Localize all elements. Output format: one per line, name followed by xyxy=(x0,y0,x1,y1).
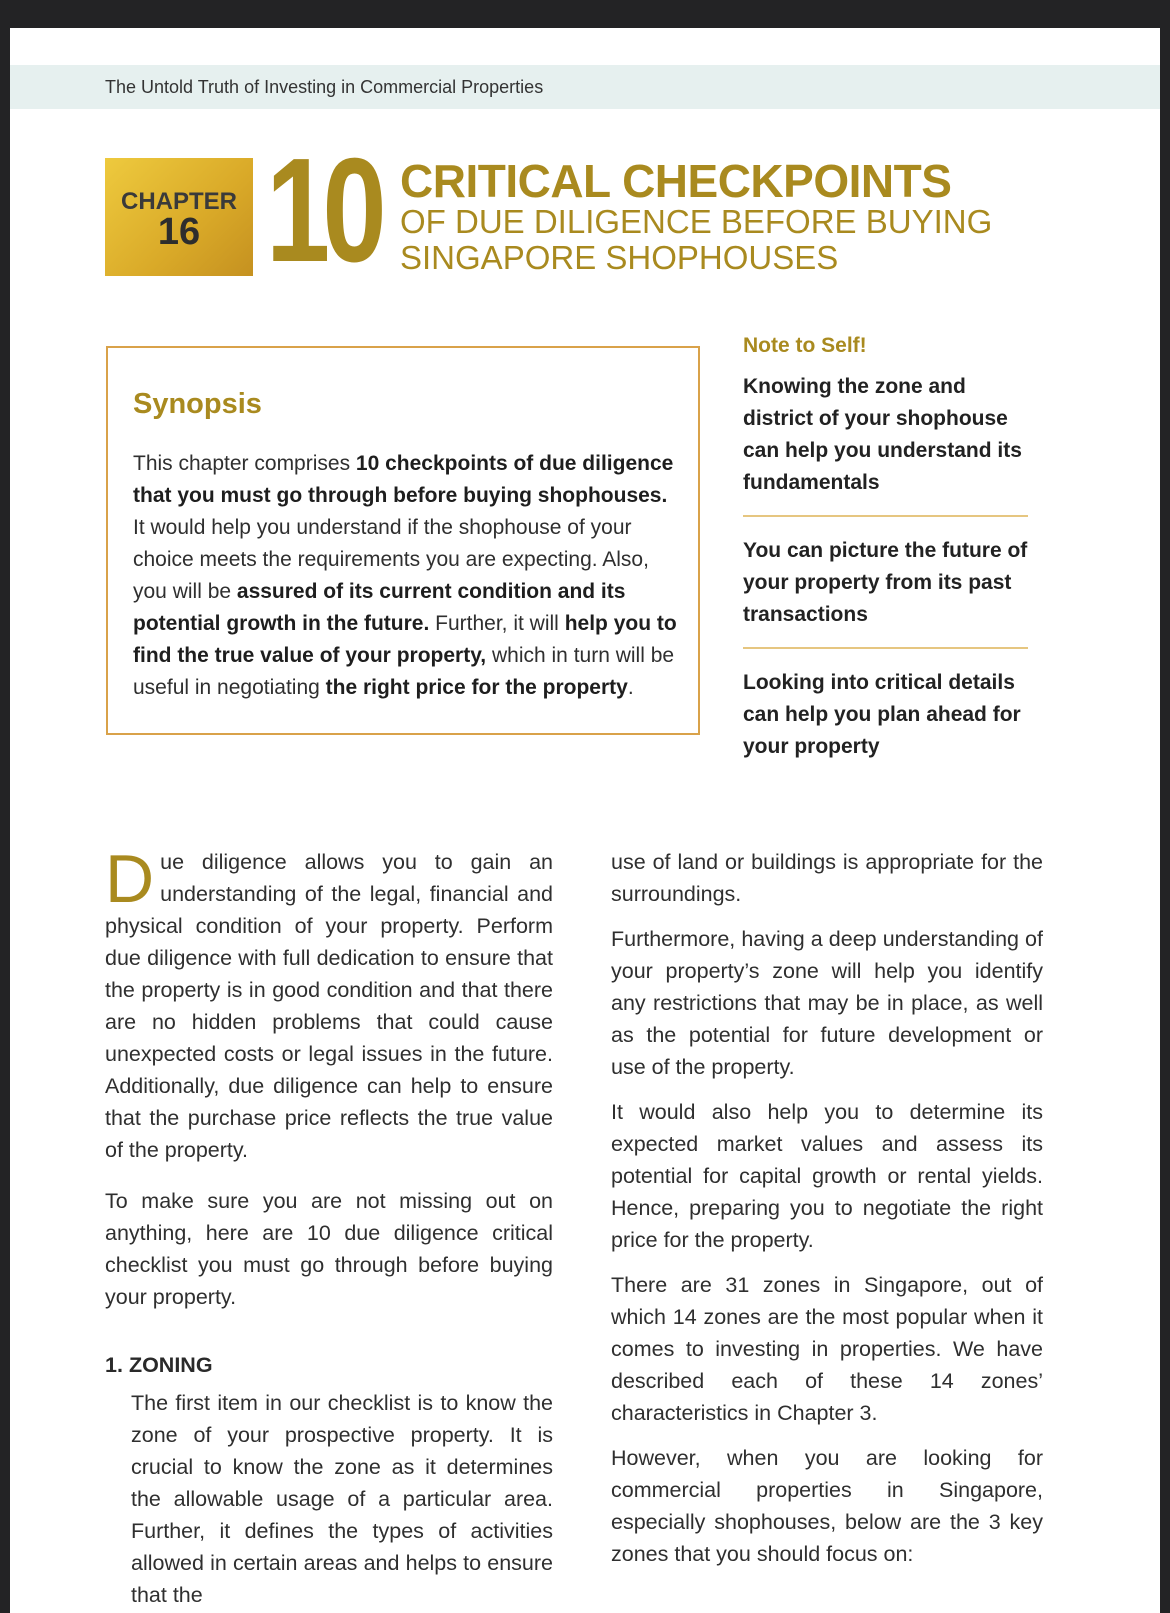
section-number: 1. xyxy=(105,1353,123,1377)
synopsis-box xyxy=(106,346,700,735)
synopsis-heading: Synopsis xyxy=(133,388,262,420)
note-divider xyxy=(743,647,1028,649)
note-item: You can picture the future of your property from its past transactions xyxy=(743,539,1028,626)
synopsis-text-part: It would help you understand if the shophouse of your choice meets the requirements you are expecting. Also, you will be xyxy=(133,516,649,603)
title-number: 10 xyxy=(266,128,379,293)
synopsis-text-part: Further, it will xyxy=(429,612,565,635)
chapter-label: CHAPTER xyxy=(120,188,237,215)
body-paragraph: The first item in our checklist is to know the zone of your prospective property. It is crucial to know the zone as it determines the allowable usage of a particular area. Further, it defines the types of activities allowed in certain areas and helps to ensure that the xyxy=(131,1391,553,1607)
body-paragraph: use of land or buildings is appropriate for the surroundings. xyxy=(611,850,1043,906)
note-item: Looking into critical details can help you plan ahead for your property xyxy=(743,671,1021,758)
running-header xyxy=(10,65,1160,109)
note-to-self-panel xyxy=(743,333,1028,763)
synopsis-text-part: This chapter comprises xyxy=(133,452,356,475)
document-page xyxy=(10,28,1160,1613)
body-column-left xyxy=(105,841,553,1613)
body-paragraph: There are 31 zones in Singapore, out of which 14 zones are the most popular when it comes to investing in properties. We have described each of these 14 zones’ characteristics in Chapter 3. xyxy=(611,1273,1043,1425)
synopsis-text xyxy=(133,448,683,704)
body-paragraph xyxy=(105,841,553,1166)
title-subtitle-line1: OF DUE DILIGENCE BEFORE BUYING xyxy=(400,203,993,240)
synopsis-bold-part: help you to find the true value of your property, xyxy=(133,612,677,667)
synopsis-bold-part: the right price for the property xyxy=(325,676,628,699)
section-heading-zoning xyxy=(105,1349,553,1381)
note-to-self-heading: Note to Self! xyxy=(743,334,867,357)
note-item: Knowing the zone and district of your shophouse can help you understand its fundamentals xyxy=(743,375,1022,494)
running-header-text: The Untold Truth of Investing in Commercial Properties xyxy=(105,77,544,97)
body-column-right xyxy=(611,846,1043,1583)
chapter-badge xyxy=(105,158,253,276)
body-paragraph: However, when you are looking for commercial properties in Singapore, especially shophouses, below are the 3 key zones that you should focus on: xyxy=(611,1446,1043,1566)
synopsis-bold-part: assured of its current condition and its potential growth in the future. xyxy=(133,580,626,635)
note-divider xyxy=(743,515,1028,517)
title-main: CRITICAL CHECKPOINTS xyxy=(400,155,952,207)
chapter-number: 16 xyxy=(157,211,201,253)
synopsis-bold-part: 10 checkpoints of due diligence that you must go through before buying shophouses. xyxy=(133,452,674,507)
synopsis-text-part: which in turn will be useful in negotiating xyxy=(133,644,675,699)
body-paragraph: It would also help you to determine its expected market values and assess its potential for capital growth or rental yields. Hence, preparing you to negotiate the right price for the property. xyxy=(611,1100,1043,1252)
section-title: ZONING xyxy=(128,1353,213,1377)
body-paragraph: To make sure you are not missing out on anything, here are 10 due diligence critical checklist you must go through before buying your property. xyxy=(105,1189,553,1309)
title-subtitle xyxy=(400,204,1100,276)
synopsis-text-part: . xyxy=(627,676,634,699)
body-paragraph-text: ue diligence allows you to gain an understanding of the legal, financial and physical condition of your property. Perform due diligence with full dedication to ensure that the property is in good condition and that there are no hidden problems that could cause unexpected costs or legal issues in the future. Additionally, due diligence can help to ensure that the purchase price reflects the true value of the property. xyxy=(105,850,553,1162)
drop-cap: D xyxy=(105,841,155,917)
title-subtitle-line2: SINGAPORE SHOPHOUSES xyxy=(400,239,839,276)
body-paragraph: Furthermore, having a deep understanding of your property’s zone will help you identify any restrictions that may be in place, as well as the potential for future development or use of the property. xyxy=(611,927,1043,1079)
